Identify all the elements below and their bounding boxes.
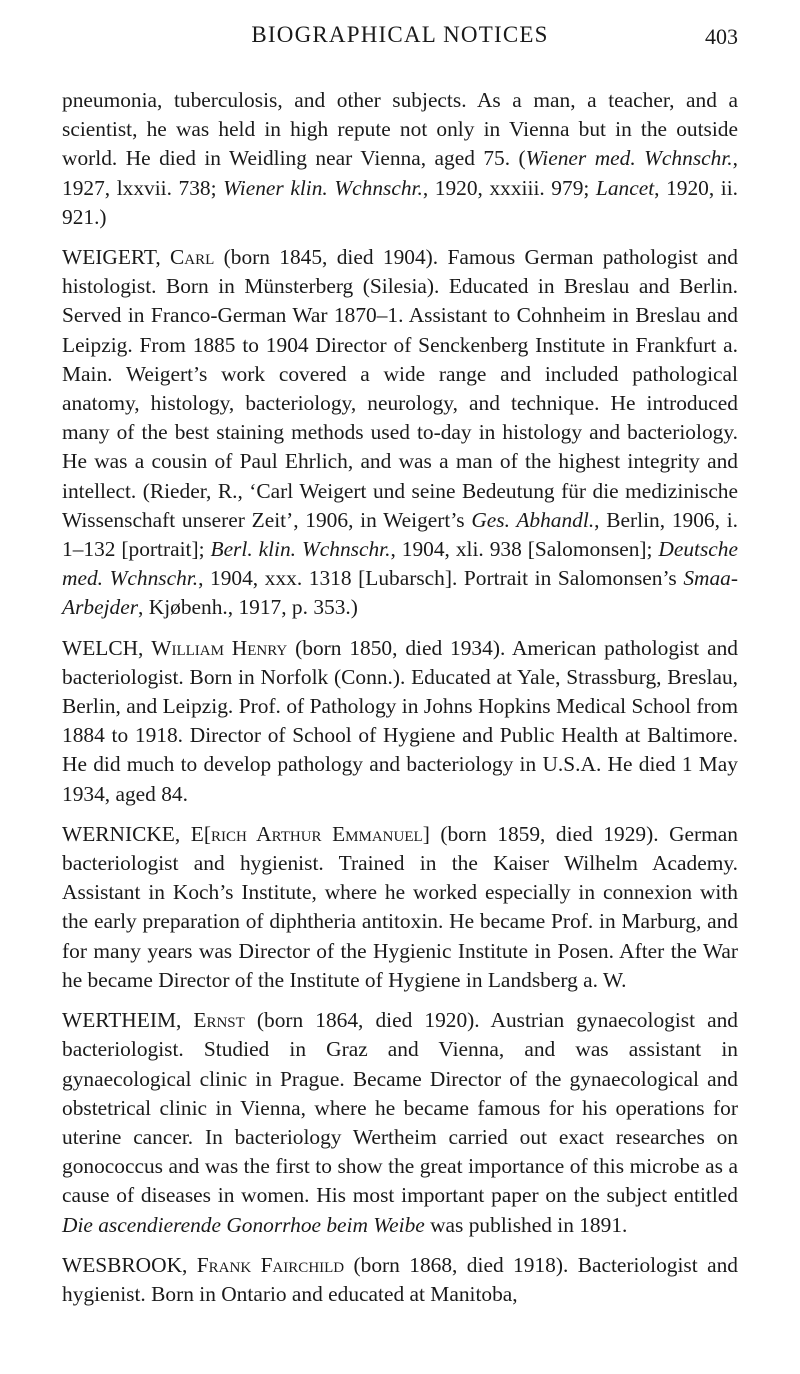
biographical-entries: [62, 86, 738, 1309]
text-segment: (born 1850, died 1934). American pathologist and bacteriologist. Born in Norfolk (Conn.). Educated at Yale, Strassburg, Breslau, Berlin, and Leipzig. Prof. of Pathology in Johns Hopkins Medical School from 1884 to 1918. Director of School of Hygiene and Public Health at Baltimore. He did much to develop pathology and bacteriology in U.S.A. He died 1 May 1934, aged 84.: [62, 635, 738, 806]
text-segment: was published in 1891.: [424, 1212, 628, 1237]
entry-paragraph: [62, 634, 738, 809]
text-segment: (born 1845, died 1904). Famous German pathologist and histologist. Born in Münsterberg (Silesia). Educated in Breslau and Berlin. Served in Franco-German War 1870–1. Assistant to Cohnheim in Breslau and Leipzig. From 1885 to 1904 Director of Senckenberg Institute in Frankfurt a. Main. Weigert’s work covered a wide range and included pathological anatomy, histology, bacteriology, neurology, and technique. He introduced many of the best staining methods used to-day in histology and bacteriology. He was a cousin of Paul Ehrlich, and was a man of the highest integrity and intellect. (Rieder, R., ‘Carl Weigert und seine Bedeutung für die medizinische Wissenschaft unserer Zeit’, 1906, in Weigert’s: [62, 245, 738, 532]
italic-citation: Wiener klin. Wchnschr.: [223, 175, 423, 200]
entry-paragraph: [62, 1251, 738, 1309]
entry-paragraph: [62, 1006, 738, 1240]
text-segment: pneumonia, tuberculosis, and other subjects. As a man, a teacher, and a scientist, he was held in high repute not only in Vienna but in the outside world. He died in Weidling near Vienna, aged 75. (: [62, 88, 738, 171]
entry-paragraph: [62, 86, 738, 232]
italic-citation: Wiener med. Wchnschr.: [525, 146, 733, 171]
text-segment: , Berlin, 1906, i. 1–132 [portrait];: [62, 507, 738, 562]
text-segment: (born 1864, died 1920). Austrian gynaecologist and bacteriologist. Studied in Graz and Vienna, and was assistant in gynaecological clinic in Prague. Became Director of the gynaecological and obstetrical clinic in Vienna, where he became famous for his operations for uterine cancer. In bacteriology Wertheim carried out exact researches on gonococcus and was the first to show the great importance of this microbe as a cause of diseases in women. His most important paper on the subject entitled: [62, 1008, 738, 1208]
text-segment: , 1904, xli. 938 [Salomonsen];: [390, 537, 659, 562]
entry-paragraph: [62, 820, 738, 995]
given-name: rich Arthur Emmanuel: [210, 821, 423, 846]
text-segment: (born 1868, died 1918). Bacteriologist and hygienist. Born in Ontario and educated at Manitoba,: [62, 1252, 738, 1306]
entry-paragraph: [62, 243, 738, 623]
italic-citation: Smaa-Arbejder: [62, 566, 738, 620]
text-segment: WESBROOK,: [62, 1252, 197, 1277]
text-segment: WERTHEIM,: [62, 1008, 194, 1033]
italic-citation: Deutsche med. Wchnschr.: [62, 537, 738, 591]
given-name: William Henry: [151, 635, 288, 660]
text-segment: , 1927, lxxvii. 738;: [62, 146, 738, 200]
given-name: Carl: [170, 245, 215, 270]
page-number: 403: [705, 24, 738, 49]
text-segment: , 1920, xxxiii. 979;: [422, 175, 596, 200]
italic-citation: Lancet: [595, 175, 655, 200]
italic-citation: Berl. klin. Wchnschr.: [210, 537, 391, 562]
given-name: Frank Fairchild: [196, 1252, 345, 1277]
text-segment: ] (born 1859, died 1929). German bacteriologist and hygienist. Trained in the Kaiser Wilhelm Academy. Assistant in Koch’s Institute, where he worked especially in connexion with the early preparation of diphtheria antitoxin. He became Prof. in Marburg, and for many years was Director of the Hygienic Institute in Posen. After the War he became Director of the Institute of Hygiene in Landsberg a. W.: [62, 821, 738, 992]
italic-citation: Die ascendierende Gonorrhoe beim Weibe: [62, 1212, 425, 1237]
text-segment: WERNICKE, E[: [62, 821, 211, 846]
text-segment: WEIGERT,: [62, 245, 171, 270]
text-segment: , 1904, xxx. 1318 [Lubarsch]. Portrait in Salomonsen’s: [198, 566, 684, 591]
given-name: Ernst: [193, 1008, 245, 1033]
running-head-title: BIOGRAPHICAL NOTICES: [251, 22, 549, 47]
text-segment: , 1920, ii. 921.): [62, 175, 739, 229]
text-segment: WELCH,: [62, 635, 152, 660]
italic-citation: Ges. Abhandl.: [471, 507, 595, 532]
text-segment: , Kjøbenh., 1917, p. 353.): [138, 595, 358, 620]
book-page: [62, 0, 738, 1320]
running-head: [62, 0, 738, 70]
